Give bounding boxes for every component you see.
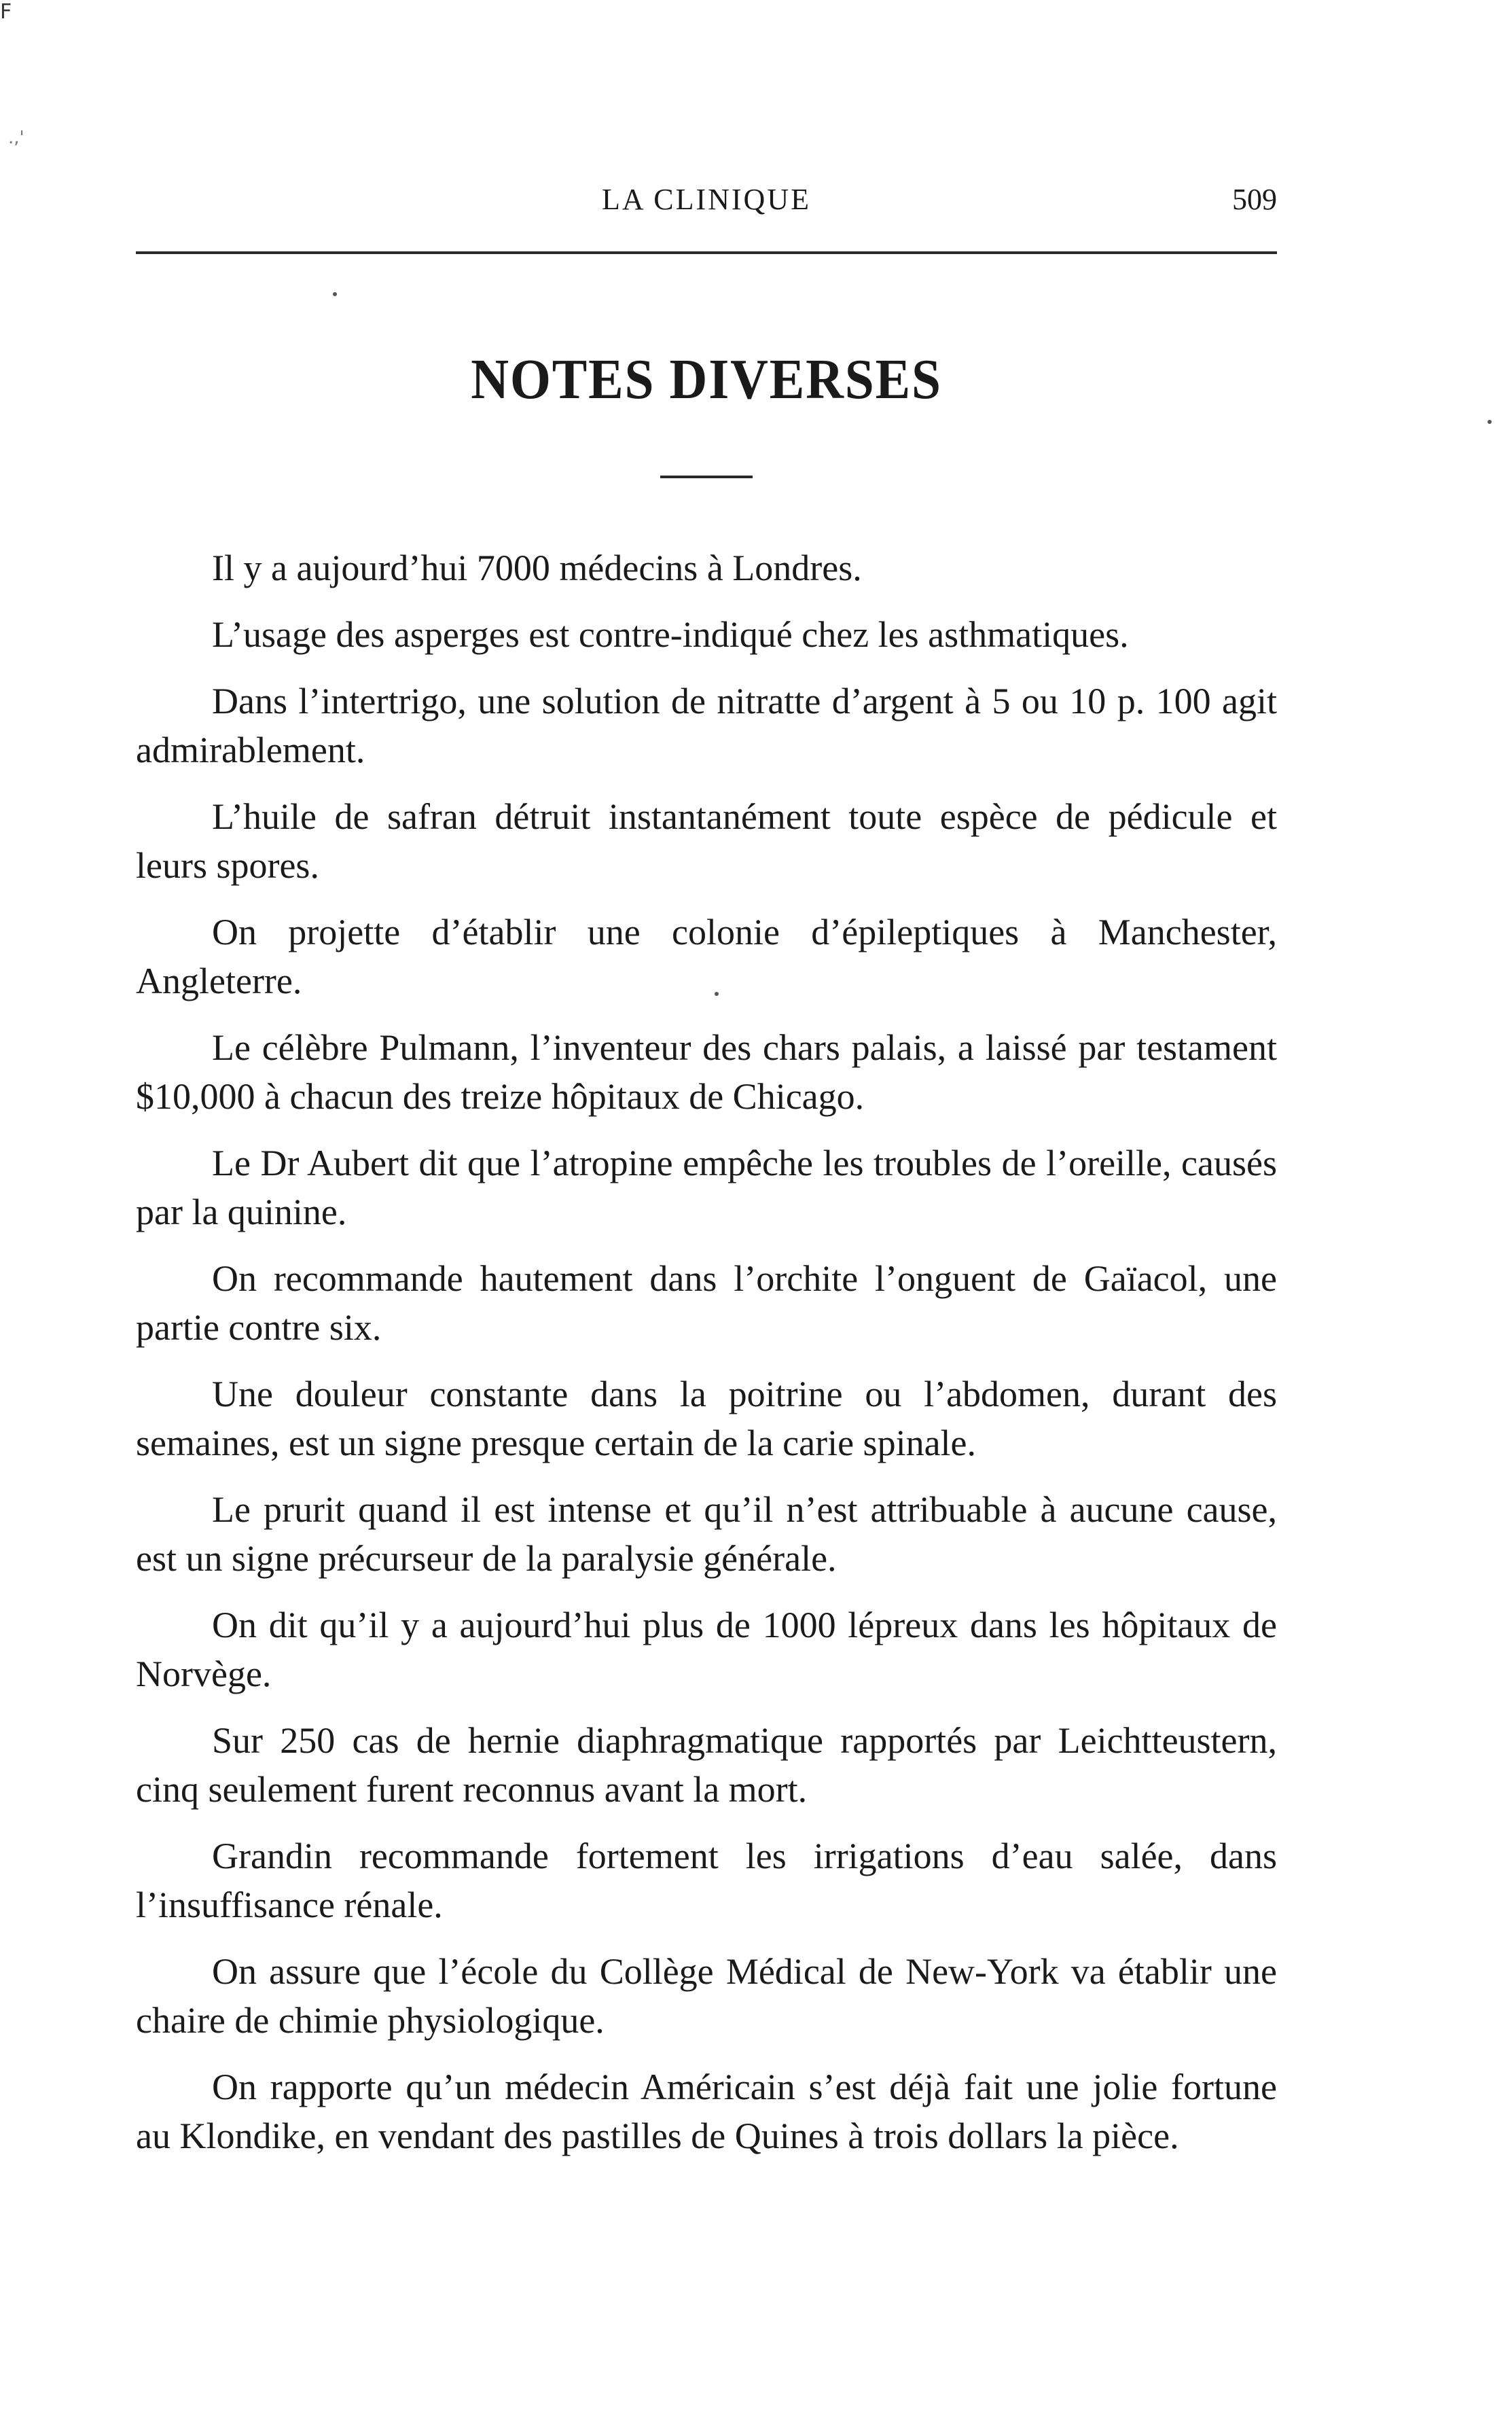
note-paragraph: Dans l’intertrigo, une solution de nitratte d’argent à 5 ou 10 p. 100 agit admirablement. [136, 681, 1277, 770]
note-paragraph: Une douleur constante dans la poitrine ou l’abdomen, durant des semaines, est un signe presque certain de la carie spinale. [136, 1374, 1277, 1463]
note-paragraph: L’usage des asperges est contre-indiqué chez les asthmatiques. [212, 614, 1129, 655]
scan-artifact-specks: .,' [8, 128, 24, 148]
note-paragraph: Grandin recommande fortement les irrigations d’eau salée, dans l’insuffisance rénale. [136, 1836, 1277, 1925]
note-paragraph: Le Dr Aubert dit que l’atropine empêche les troubles de l’oreille, causés par la quinine. [136, 1143, 1277, 1232]
note-paragraph: L’huile de safran détruit instantanément toute espèce de pédicule et leurs spores. [136, 796, 1277, 886]
note-paragraph: On assure que l’école du Collège Médical de New-York va établir une chaire de chimie physiologique. [136, 1951, 1277, 2041]
note-paragraph: On recommande hautement dans l’orchite l’onguent de Gaïacol, une partie contre six. [136, 1258, 1277, 1348]
section-title: NOTES DIVERSES [471, 348, 942, 411]
note-paragraph: On rapporte qu’un médecin Américain s’est déjà fait une jolie fortune au Klondike, en vendant des pastilles de Quines à trois dollars la pièce. [136, 2067, 1277, 2156]
scan-speck [333, 292, 337, 296]
notes-list [136, 543, 1277, 2178]
running-title: LA CLINIQUE [602, 183, 811, 216]
note-paragraph: Sur 250 cas de hernie diaphragmatique rapportés par Leichtteustern, cinq seulement furent reconnus avant la mort. [136, 1720, 1277, 1810]
page-number: 509 [1232, 183, 1277, 216]
scan-artifact-mark: F [0, 0, 12, 24]
title-rule [660, 476, 753, 478]
running-header [136, 182, 1277, 226]
note-paragraph: Il y a aujourd’hui 7000 médecins à Londres. [212, 548, 862, 588]
note-paragraph: Le prurit quand il est intense et qu’il n’est attribuable à aucune cause, est un signe précurseur de la paralysie générale. [136, 1489, 1277, 1579]
note-paragraph: On projette d’établir une colonie d’épileptiques à Manchester, Angleterre. [136, 912, 1277, 1001]
note-paragraph: On dit qu’il y a aujourd’hui plus de 1000 lépreux dans les hôpitaux de Norvège. [136, 1605, 1277, 1694]
header-rule [136, 251, 1277, 254]
note-paragraph: Le célèbre Pulmann, l’inventeur des chars palais, a laissé par testament $10,000 à chacun des treize hôpitaux de Chicago. [136, 1027, 1277, 1117]
scan-speck [1488, 420, 1492, 424]
